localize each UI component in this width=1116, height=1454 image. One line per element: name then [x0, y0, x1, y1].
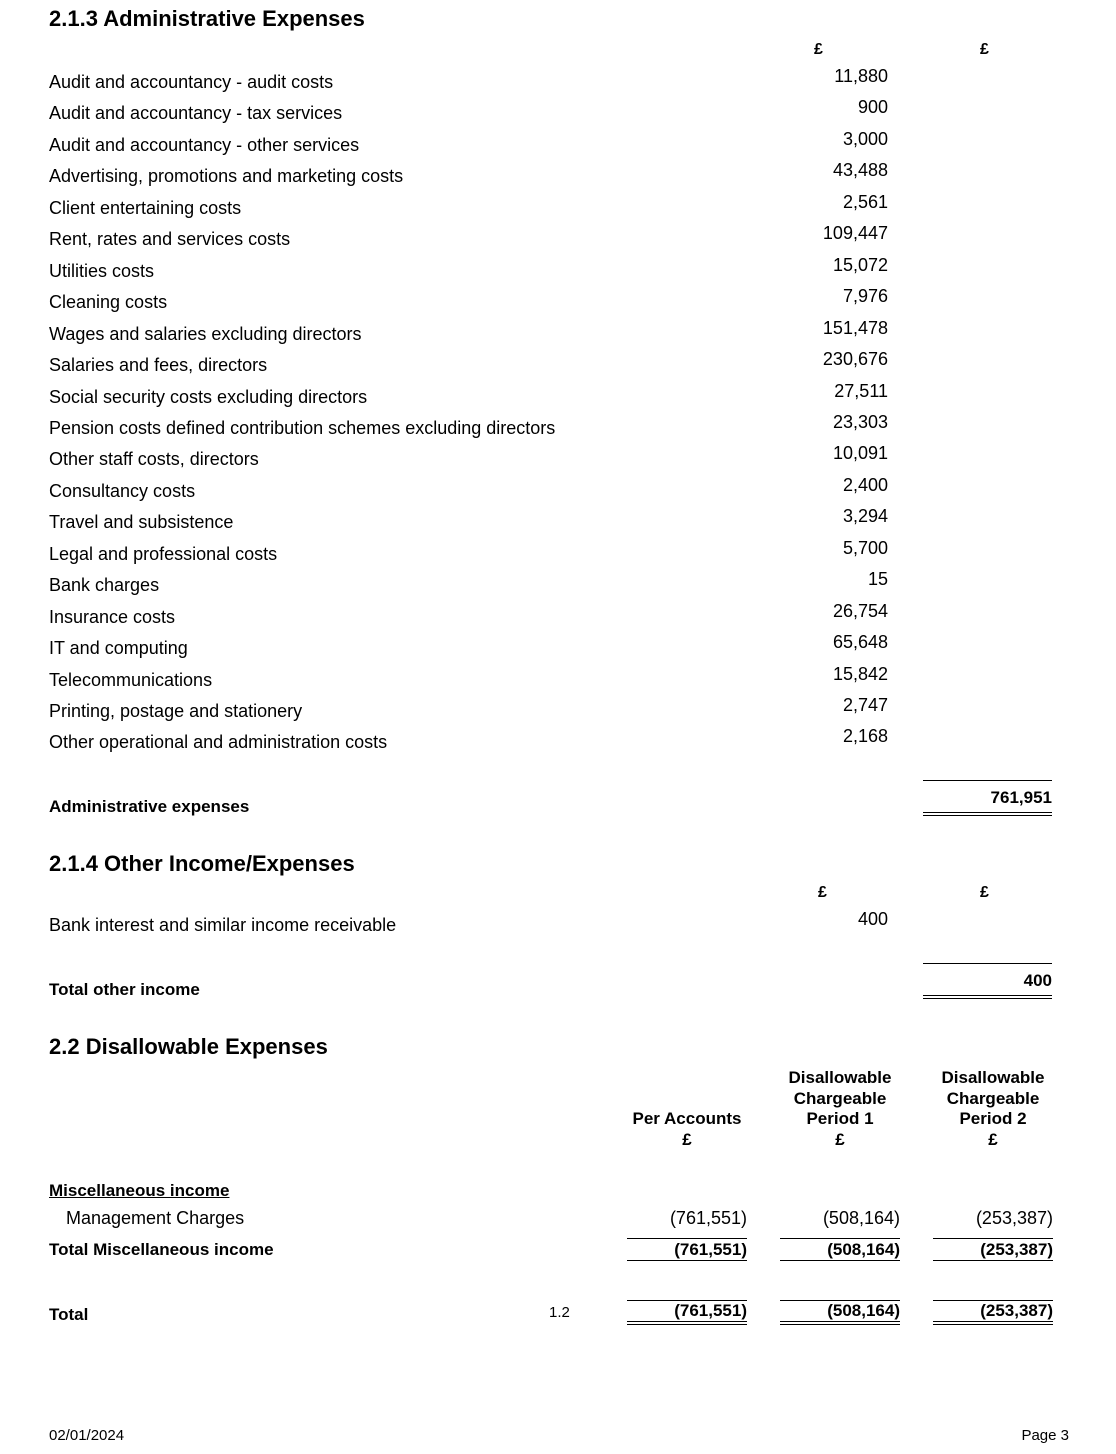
admin-total-top-rule	[923, 780, 1052, 781]
other-col1-currency: £	[818, 884, 827, 901]
admin-row-value: 11,880	[834, 66, 888, 86]
admin-row-label: Bank charges	[49, 575, 160, 595]
admin-row-value: 2,561	[842, 192, 888, 212]
admin-row-label: Audit and accountancy - tax services	[49, 103, 343, 123]
admin-row-label: Utilities costs	[49, 261, 155, 281]
disallowable-total-label: Total	[49, 1305, 89, 1324]
admin-row-value: 26,754	[832, 601, 888, 621]
admin-row-label: Other staff costs, directors	[49, 449, 259, 469]
admin-heading: 2.1.3 Administrative Expenses	[49, 6, 365, 31]
other-total-top-rule	[923, 963, 1052, 964]
admin-total-value: 761,951	[990, 788, 1052, 807]
admin-row-value: 900	[857, 97, 888, 117]
admin-row-label: Pension costs defined contribution schemes excluding directors	[49, 418, 556, 438]
misc-income-section-label: Miscellaneous income	[49, 1181, 230, 1200]
other-row-label: Bank interest and similar income receivable	[49, 915, 397, 935]
admin-row-label: Rent, rates and services costs	[49, 229, 291, 249]
admin-row-value: 15	[867, 569, 888, 589]
total-double-rule-period2	[933, 1321, 1053, 1325]
footer-date: 02/01/2024	[49, 1427, 125, 1444]
footer-page-number: Page 3	[1021, 1427, 1069, 1444]
other-heading: 2.1.4 Other Income/Expenses	[49, 851, 355, 876]
management-charges-label: Management Charges	[66, 1208, 245, 1228]
other-row-value: 400	[857, 909, 888, 929]
admin-row-label: Social security costs excluding directors	[49, 387, 368, 407]
admin-row-label: Salaries and fees, directors	[49, 355, 268, 375]
misc-income-subtotal-per-accounts: (761,551)	[674, 1240, 747, 1259]
col-period1-header: Disallowable Chargeable Period 1 £	[788, 1068, 892, 1149]
admin-col2-currency: £	[980, 41, 989, 58]
subtotal-rule-per-accounts	[627, 1238, 747, 1239]
admin-row-label: Legal and professional costs	[49, 544, 278, 564]
management-charges-period2: (253,387)	[975, 1208, 1053, 1228]
other-col2-currency: £	[980, 884, 989, 901]
admin-row-value: 15,072	[832, 255, 888, 275]
subtotal-bottom-rule-period2	[933, 1260, 1053, 1261]
disallowable-total-period1: (508,164)	[827, 1301, 900, 1320]
admin-row-value: 23,303	[832, 412, 888, 432]
admin-row-label: Telecommunications	[49, 670, 213, 690]
subtotal-rule-period1	[780, 1238, 900, 1239]
admin-row-label: Wages and salaries excluding directors	[49, 324, 362, 344]
other-total-double-rule	[923, 995, 1052, 999]
admin-row-value: 15,842	[832, 664, 888, 684]
admin-row-value: 5,700	[842, 538, 888, 558]
misc-income-subtotal-period1: (508,164)	[827, 1240, 900, 1259]
management-charges-per-accounts: (761,551)	[669, 1208, 747, 1228]
admin-row-label: Audit and accountancy - other services	[49, 135, 360, 155]
col-per-accounts-header: Per Accounts £	[632, 1109, 742, 1149]
admin-row-label: IT and computing	[49, 638, 188, 658]
admin-row-label: Other operational and administration costs	[49, 732, 388, 752]
total-double-rule-per-accounts	[627, 1321, 747, 1325]
admin-row-label: Travel and subsistence	[49, 512, 234, 532]
subtotal-bottom-rule-per-accounts	[627, 1260, 747, 1261]
subtotal-bottom-rule-period1	[780, 1260, 900, 1261]
admin-row-value: 3,000	[842, 129, 888, 149]
subtotal-rule-period2	[933, 1238, 1053, 1239]
other-total-value: 400	[1023, 971, 1052, 990]
admin-row-value: 27,511	[834, 381, 888, 401]
admin-row-value: 151,478	[822, 318, 888, 338]
other-total-label: Total other income	[49, 980, 200, 999]
admin-row-label: Cleaning costs	[49, 292, 168, 312]
admin-row-value: 2,400	[842, 475, 888, 495]
admin-row-value: 2,747	[842, 695, 888, 715]
admin-total-label: Administrative expenses	[49, 797, 250, 816]
admin-row-label: Printing, postage and stationery	[49, 701, 303, 721]
admin-row-value: 43,488	[832, 160, 888, 180]
admin-row-label: Client entertaining costs	[49, 198, 242, 218]
admin-row-value: 7,976	[842, 286, 888, 306]
admin-row-label: Advertising, promotions and marketing costs	[49, 166, 404, 186]
disallowable-heading: 2.2 Disallowable Expenses	[49, 1034, 328, 1059]
admin-row-value: 65,648	[832, 632, 888, 652]
total-double-rule-period1	[780, 1321, 900, 1325]
admin-row-label: Insurance costs	[49, 607, 176, 627]
misc-income-subtotal-period2: (253,387)	[980, 1240, 1053, 1259]
admin-row-label: Audit and accountancy - audit costs	[49, 72, 334, 92]
admin-row-value: 10,091	[832, 443, 888, 463]
disallowable-total-per-accounts: (761,551)	[674, 1301, 747, 1320]
admin-row-label: Consultancy costs	[49, 481, 196, 501]
management-charges-period1: (508,164)	[822, 1208, 900, 1228]
admin-row-value: 109,447	[822, 223, 888, 243]
disallowable-total-note: 1.2	[549, 1304, 570, 1321]
admin-row-value: 3,294	[842, 506, 888, 526]
admin-col1-currency: £	[814, 41, 823, 58]
admin-total-double-rule	[923, 812, 1052, 816]
admin-row-value: 2,168	[842, 726, 888, 746]
admin-row-value: 230,676	[822, 349, 888, 369]
disallowable-total-period2: (253,387)	[980, 1301, 1053, 1320]
misc-income-subtotal-label: Total Miscellaneous income	[49, 1240, 274, 1259]
col-period2-header: Disallowable Chargeable Period 2 £	[941, 1068, 1045, 1149]
